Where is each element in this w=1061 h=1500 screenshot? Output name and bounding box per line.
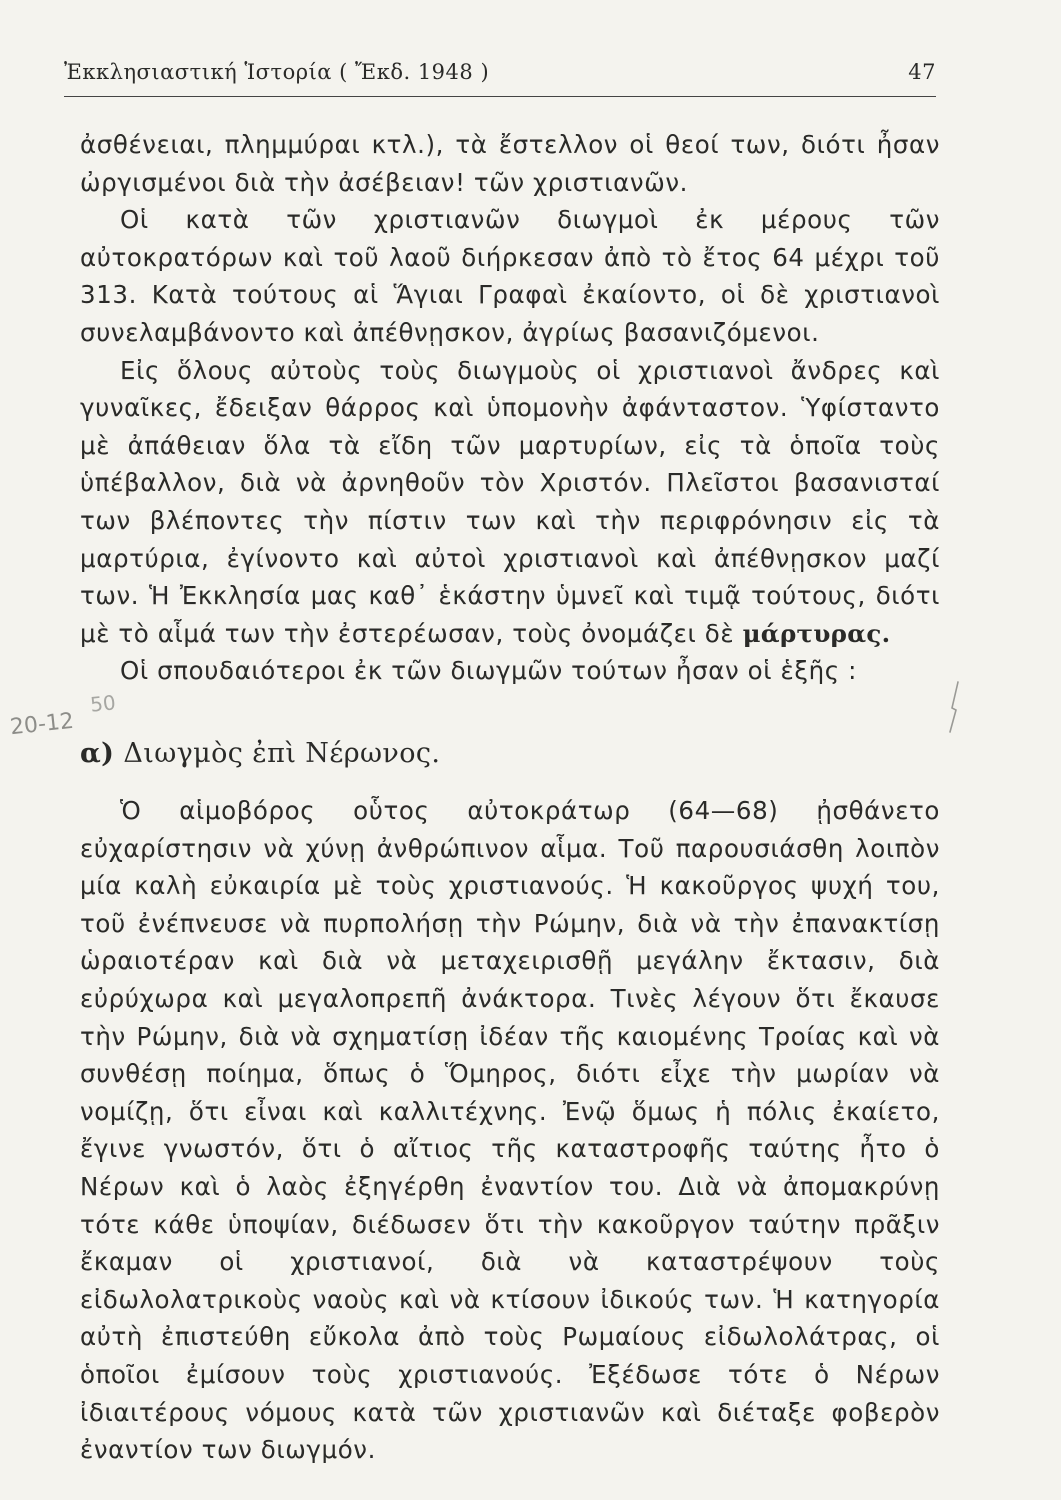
martyrs-emphasis: μάρτυρας.	[742, 618, 891, 648]
section-nero-text	[80, 792, 940, 1469]
paragraph-continuation: ἀσθένειαι, πλημμύραι κτλ.), τὰ ἔστελλον οἱ θεοί των, διότι ἦσαν ὠργισμένοι διὰ τὴν ἀσέβειαν! τῶν χριστιανῶν.	[80, 130, 940, 197]
paragraph-nero: Ὁ αἱμοβόρος οὗτος αὐτοκράτωρ (64—68) ᾐσθάνετο εὐχαρίστησιν νὰ χύνῃ ἀνθρώπινον αἷμα. Τοῦ παρουσιάσθη λοιπὸν μία καλὴ εὐκαιρία μὲ τοὺς χριστιανούς. Ἡ κακοῦργος ψυχή του, τοῦ ἐνέπνευσε νὰ πυρπολήσῃ τὴν Ρώμην, διὰ νὰ τὴν ἐπανακτίσῃ ὡραιοτέραν καὶ διὰ νὰ μεταχειρισθῇ μεγάλην ἔκτασιν, διὰ εὐρύχωρα καὶ μεγαλοπρεπῆ ἀνάκτορα. Τινὲς λέγουν ὅτι ἔκαυσε τὴν Ρώμην, διὰ νὰ σχηματίσῃ ἰδέαν τῆς καιομένης Τροίας καὶ νὰ συνθέσῃ ποίημα, ὅπως ὁ Ὅμηρος, διότι εἶχε τὴν μωρίαν νὰ νομίζῃ, ὅτι εἶναι καὶ καλλιτέχνης. Ἐνῷ ὅμως ἡ πόλις ἐκαίετο, ἔγινε γνωστόν, ὅτι ὁ αἴτιος τῆς καταστροφῆς ταύτης ἦτο ὁ Νέρων καὶ ὁ λαὸς ἐξηγέρθη ἐναντίον του. Διὰ νὰ ἀπομακρύνῃ τότε κάθε ὑποψίαν, διέδωσεν ὅτι τὴν κακοῦργον ταύτην πρᾶξιν ἔκαμαν οἱ χριστιανοί, διὰ νὰ καταστρέψουν τοὺς εἰδωλολατρικοὺς ναοὺς καὶ νὰ κτίσουν ἰδικούς των. Ἡ κατηγορία αὐτὴ ἐπιστεύθη εὔκολα ἀπὸ τοὺς Ρωμαίους εἰδωλολάτρας, οἱ ὁποῖοι ἐμίσουν τοὺς χριστιανούς. Ἐξέδωσε τότε ὁ Νέρων ἰδιαιτέρους νόμους κατὰ τῶν χριστιανῶν καὶ διέταξε φοβερὸν ἐναντίον των διωγμόν.	[80, 796, 940, 1465]
section-heading	[80, 738, 440, 769]
header-rule	[64, 96, 936, 97]
handwritten-margin-note	[8, 690, 117, 741]
running-title: Ἐκκλησιαστική Ἱστορία ( Ἔκδ. 1948 )	[64, 60, 490, 84]
paragraph-list-intro: Οἱ σπουδαιότεροι ἐκ τῶν διωγμῶν τούτων ἦσαν οἱ ἑξῆς :	[120, 656, 857, 686]
section-intro-text	[80, 126, 940, 690]
running-head	[64, 60, 936, 96]
paragraph-martyrs	[80, 352, 940, 653]
section-title: Διωγμὸς ἐπὶ Νέρωνος.	[123, 738, 441, 769]
paragraph-martyrs-text: Εἰς ὅλους αὐτοὺς τοὺς διωγμοὺς οἱ χριστιανοὶ ἄνδρες καὶ γυναῖκες, ἔδειξαν θάρρος καὶ ὑπομονὴν ἀφάνταστον. Ὑφίσταντο μὲ ἀπάθειαν ὅλα τὰ εἴδη τῶν μαρτυρίων, εἰς τὰ ὁποῖα τοὺς ὑπέβαλλον, διὰ νὰ ἀρνηθοῦν τὸν Χριστόν. Πλεῖστοι βασανισταί των βλέποντες τὴν πίστιν των καὶ τὴν περιφρόνησιν εἰς τὰ μαρτύρια, ἐγίνοντο καὶ αὐτοὶ χριστιανοὶ καὶ ἀπέθνῃσκον μαζί των. Ἡ Ἐκκλησία μας καθ᾽ ἑκάστην ὑμνεῖ καὶ τιμᾷ τούτους, διότι μὲ τὸ αἷμά των τὴν ἐστερέωσαν, τοὺς ὀνομάζει δὲ	[80, 355, 940, 648]
pencil-margin-mark	[944, 680, 964, 734]
handwritten-date: 20-12	[8, 708, 76, 741]
paragraph-persecutions-duration: Οἱ κατὰ τῶν χριστιανῶν διωγμοὶ ἐκ μέρους τῶν αὐτοκρατόρων καὶ τοῦ λαοῦ διήρκεσαν ἀπὸ τὸ ἔτος 64 μέχρι τοῦ 313. Κατὰ τούτους αἱ Ἅγιαι Γραφαὶ ἐκαίοντο, οἱ δὲ χριστιανοὶ συνελαμβάνοντο καὶ ἀπέθνῃσκον, ἀγρίως βασανιζόμενοι.	[80, 205, 940, 347]
handwritten-superscript: 50	[88, 690, 117, 717]
section-label: α)	[80, 738, 115, 769]
page-number: 47	[908, 60, 936, 84]
